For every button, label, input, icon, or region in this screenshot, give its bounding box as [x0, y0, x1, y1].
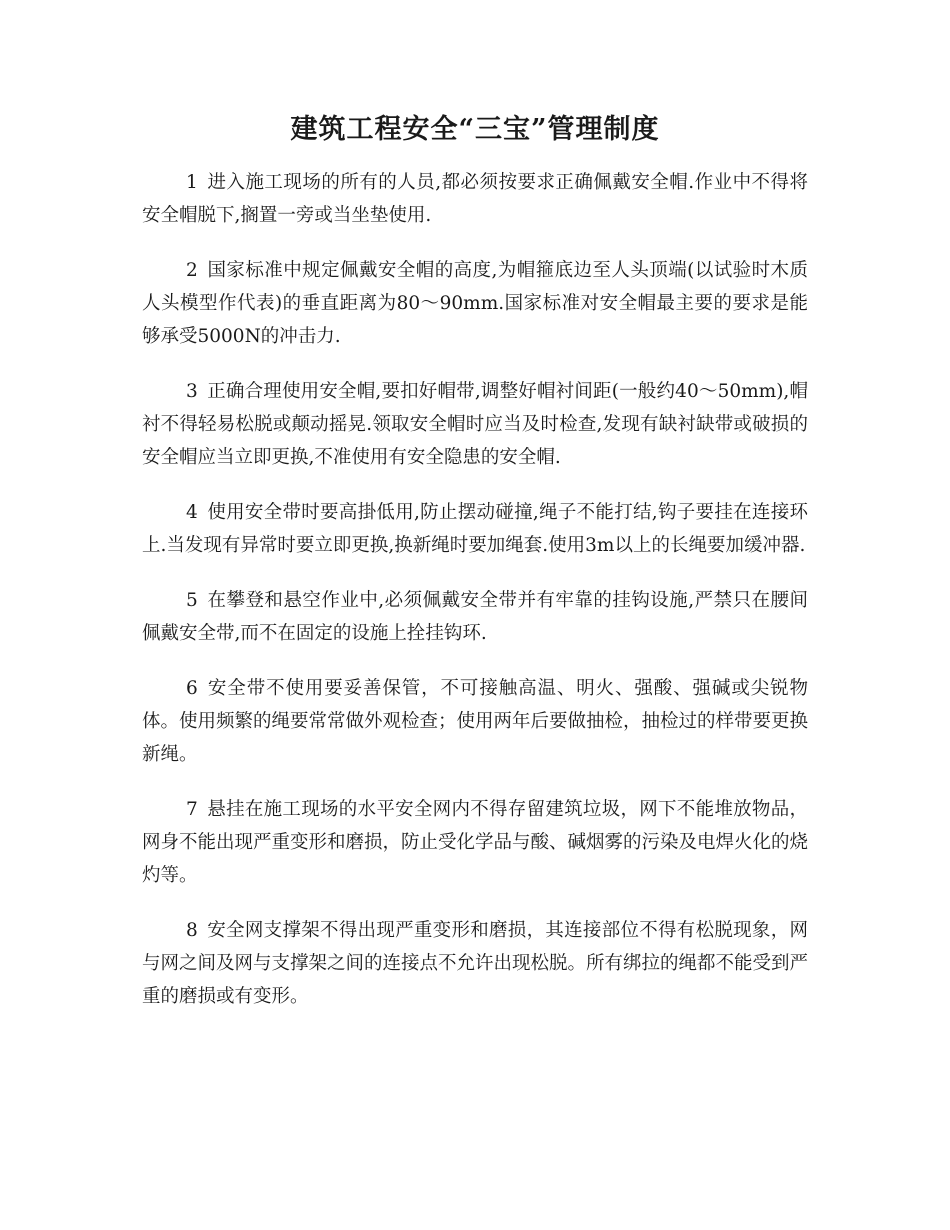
paragraph-text: 使用安全带时要高掛低用,防止摆动碰撞,绳子不能打结,钩子要挂在连接环上.当发现有异常时要立即更换,换新绳时要加绳套.使用3m以上的长绳要加缓冲器. [142, 502, 808, 556]
paragraph-text: 进入施工现场的所有的人员,都必须按要求正确佩戴安全帽.作业中不得将安全帽脱下,搁置一旁或当坐垫使用. [142, 172, 808, 226]
paragraph-number: 6 [186, 678, 198, 699]
paragraph-number: 7 [186, 799, 198, 820]
paragraph-text: 安全网支撑架不得出现严重变形和磨损，其连接部位不得有松脱现象，网与网之间及网与支撑架之间的连接点不允许出现松脱。所有绑拉的绳都不能受到严重的磨损或有变形。 [142, 920, 809, 1007]
paragraph-number: 5 [186, 590, 198, 611]
paragraph-text: 安全带不使用要妥善保管，不可接触高温、明火、强酸、强碱或尖锐物体。使用频繁的绳要常常做外观检查；使用两年后要做抽检，抽检过的样带要更换新绳。 [142, 678, 809, 765]
paragraph-text: 在攀登和悬空作业中,必须佩戴安全带并有牢靠的挂钩设施,严禁只在腰间佩戴安全带,而不在固定的设施上拴挂钩环. [142, 590, 808, 644]
paragraph-text: 正确合理使用安全帽,要扣好帽带,调整好帽衬间距(一般约40～50mm),帽衬不得轻易松脱或颠动摇晃.领取安全帽时应当及时检查,发现有缺衬缺带或破损的安全帽应当立即更换,不准使用有安全隐患的安全帽. [142, 381, 808, 468]
paragraph-number: 4 [186, 502, 198, 523]
paragraph-7 [142, 793, 808, 892]
document-body [142, 166, 808, 1035]
paragraph-6 [142, 672, 808, 771]
paragraph-8 [142, 914, 808, 1013]
paragraph-1 [142, 166, 808, 232]
document-title: 建筑工程安全“三宝”管理制度 [290, 114, 660, 145]
paragraph-text: 国家标准中规定佩戴安全帽的高度,为帽箍底边至人头顶端(以试验时木质人头模型作代表)的垂直距离为80～90mm.国家标准对安全帽最主要的要求是能够承受5000N的冲击力. [142, 260, 808, 347]
paragraph-2 [142, 254, 808, 353]
paragraph-number: 3 [186, 381, 198, 402]
paragraph-number: 1 [186, 172, 198, 193]
paragraph-5 [142, 584, 808, 650]
paragraph-number: 2 [186, 260, 198, 281]
paragraph-3 [142, 375, 808, 474]
paragraph-number: 8 [186, 920, 198, 941]
paragraph-4 [142, 496, 808, 562]
paragraph-text: 悬挂在施工现场的水平安全网内不得存留建筑垃圾，网下不能堆放物品，网身不能出现严重变形和磨损，防止受化学品与酸、碱烟雾的污染及电焊火化的烧灼等。 [142, 799, 809, 886]
